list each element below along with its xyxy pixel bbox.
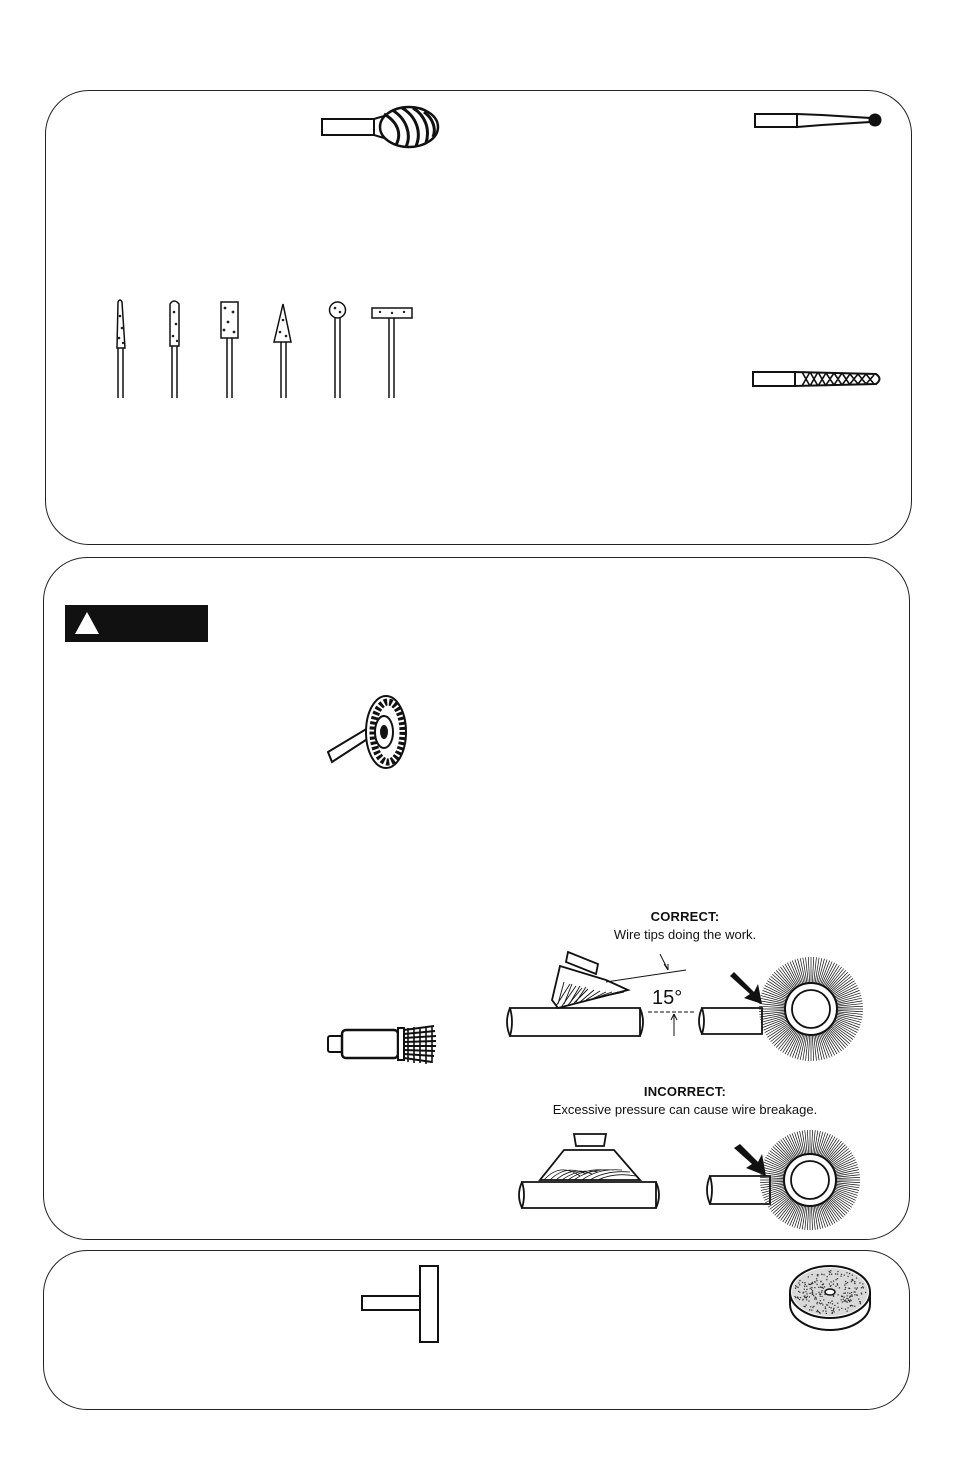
correct-caption: Wire tips doing the work. <box>613 927 757 942</box>
correct-wheel-brush-diagram <box>696 952 872 1066</box>
grinding-stones-icon <box>100 296 420 400</box>
wire-brush-wheel-icon <box>320 692 420 782</box>
incorrect-wheel-brush-diagram <box>700 1124 870 1228</box>
incorrect-title: INCORRECT: <box>643 1084 727 1099</box>
bristle-brush-icon <box>322 1022 442 1070</box>
sanding-drum-icon <box>358 1262 444 1346</box>
spiral-cutter-icon <box>750 366 886 392</box>
angle-label: 15° <box>652 987 683 1009</box>
bottom-panel <box>43 1250 910 1410</box>
incorrect-caption: Excessive pressure can cause wire breakage. <box>552 1102 818 1117</box>
warning-banner <box>65 605 208 642</box>
correct-title: CORRECT: <box>650 909 720 924</box>
carbide-burr-icon <box>318 104 444 150</box>
engraving-cutter-icon <box>752 106 884 134</box>
incorrect-cup-brush-diagram <box>510 1128 670 1214</box>
warning-triangle-icon <box>74 611 100 635</box>
polishing-wheel-icon <box>786 1262 876 1338</box>
